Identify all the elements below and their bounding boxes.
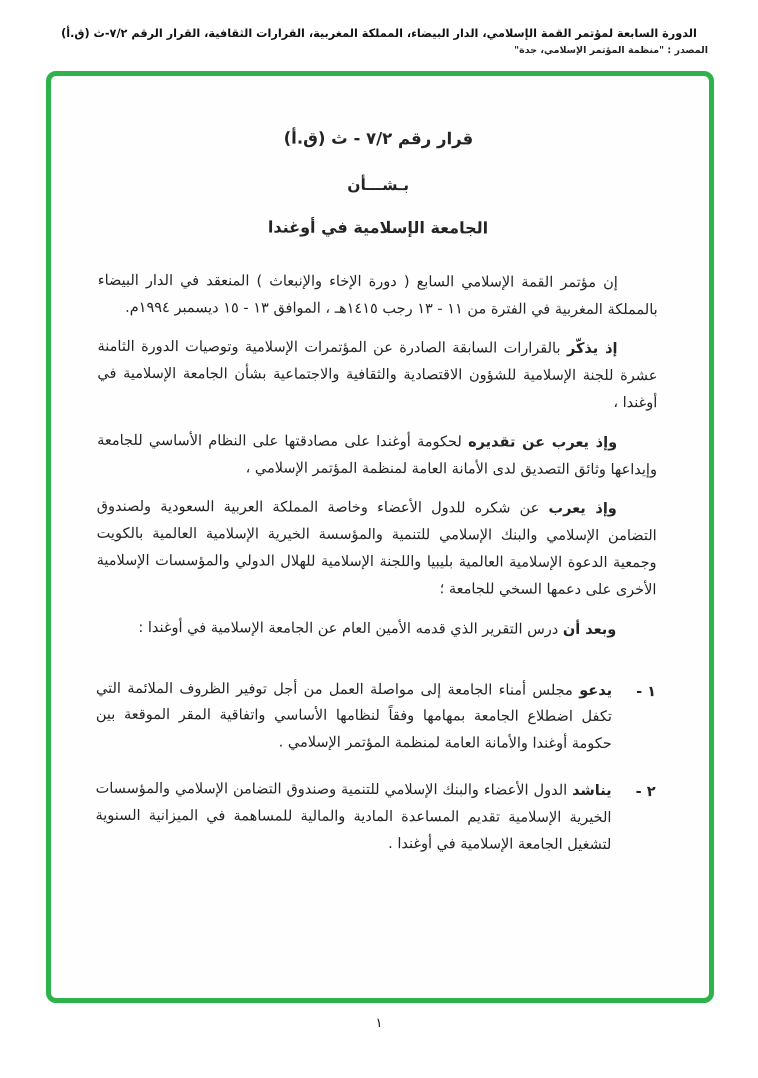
paragraph-lead: وإذ يعرب عن تقديره <box>468 434 618 451</box>
paragraph-text: درس التقرير الذي قدمه الأمين العام عن الجامعة الإسلامية في أوغندا : <box>138 619 559 638</box>
header-citation-line: الدورة السابعة لمؤتمر القمة الإسلامي، الدار البيضاء، المملكة المغربية، القرارات الثقافية، القرار الرقم ٧/٢-ث (ق.أ) <box>61 26 697 40</box>
document-frame <box>46 71 714 1003</box>
paragraph-lead: وبعد أن <box>562 621 617 638</box>
resolution-items <box>95 675 656 858</box>
document-header <box>44 26 714 56</box>
item-paragraph <box>95 776 611 859</box>
resolution-subtitle: بـشـــأن <box>347 175 410 194</box>
list-item <box>96 675 656 758</box>
resolution-title: قرار رقم ٧/٢ - ث (ق.أ) <box>283 128 474 149</box>
item-lead: يناشد <box>572 782 612 799</box>
list-item <box>95 776 655 859</box>
item-lead: يدعو <box>579 682 613 699</box>
resolution-subject: الجامعة الإسلامية في أوغندا <box>267 217 489 238</box>
document-paragraph <box>96 614 656 643</box>
header-source-line: المصدر : "منظمة المؤتمر الإسلامي، جدة" <box>514 45 708 56</box>
paragraph-text: بالقرارات السابقة الصادرة عن المؤتمرات الإسلامية وتوصيات الدورة الثامنة عشرة للجنة الإسلامية للشؤون الاقتصادية والثقافية والاجتماعية بشأن الجامعة الإسلامية في أوغندا ، <box>97 339 658 412</box>
paragraph-lead: وإذ يعرب <box>548 501 617 518</box>
paragraph-text: عن شكره للدول الأعضاء وخاصة المملكة العربية السعودية ولصندوق التضامن الإسلامي والبنك الإسلامي للتنمية والمؤسسة الخيرية الإسلامية العالمية بالكويت وجمعية الدعوة الإسلامية العالمية بليبيا واللجنة الإسلامية للهلال الدولي والمؤسسات الإسلامية الأخرى على دعمها السخي للجامعة ؛ <box>96 499 657 599</box>
document-paragraph <box>97 334 657 417</box>
page-number: ١ <box>375 1016 383 1031</box>
item-paragraph <box>96 675 612 758</box>
item-text: الدول الأعضاء والبنك الإسلامي للتنمية وصندوق التضامن الإسلامي والمؤسسات الخيرية الإسلامية تقديم المساعدة المادية والمالية للمساهمة في الميزانية السنوية لتشغيل الجامعة الإسلامية في أوغندا . <box>95 780 612 853</box>
document-paragraph <box>96 494 656 604</box>
document-content <box>49 75 710 859</box>
title-block <box>98 123 659 244</box>
document-paragraph <box>98 268 658 324</box>
paragraph-text: إن مؤتمر القمة الإسلامي السابع ( دورة الإخاء والإنبعاث ) المنعقد في الدار البيضاء بالمملكة المغربية في الفترة من ١١ - ١٣ رجب ١٤١٥هـ ، الموافق ١٣ - ١٥ ديسمبر ١٩٩٤م. <box>97 272 658 318</box>
document-paragraph <box>97 428 657 484</box>
item-text: مجلس أمناء الجامعة إلى مواصلة العمل من أجل توفير الظروف الملائمة التي تكفل اضطلاع الجامعة بمهامها وفقاً لنظامها الأساسي واتفاقية المقر الموقعة بين حكومة أوغندا والأمانة العامة لمنظمة المؤتمر الإسلامي . <box>95 680 612 753</box>
paragraph-lead: إذ يذكّر <box>566 341 618 358</box>
document-footer <box>44 1016 714 1031</box>
paragraph-text: لحكومة أوغندا على مصادقتها على النظام الأساسي للجامعة وإيداعها وثائق التصديق لدى الأمانة العامة لمنظمة المؤتمر الإسلامي ، <box>97 432 658 478</box>
item-number: ٢ - <box>635 784 656 801</box>
item-number: ١ - <box>636 683 657 700</box>
